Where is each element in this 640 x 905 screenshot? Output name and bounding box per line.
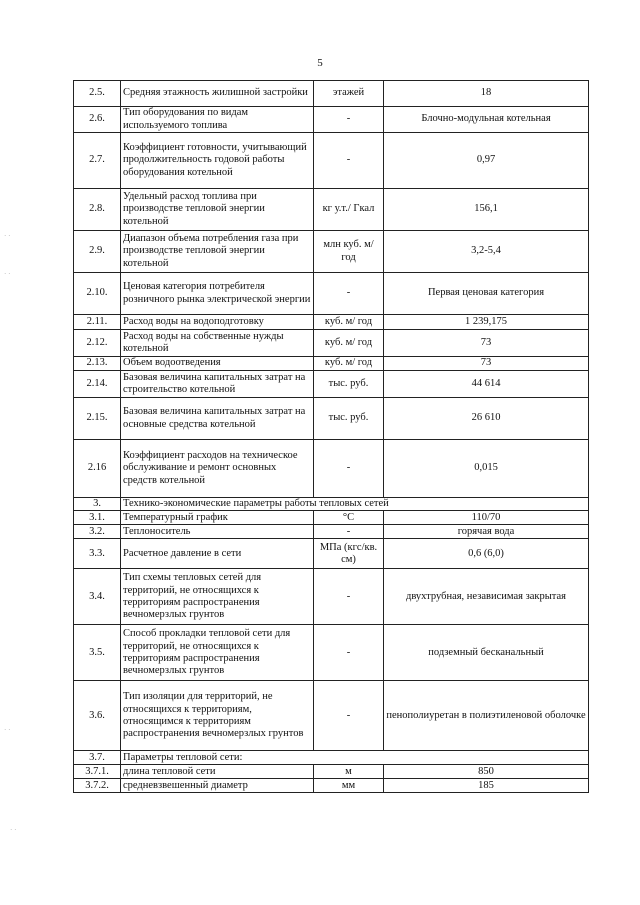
table-row (74, 440, 589, 498)
table-row (74, 231, 589, 273)
parameter-value: двухтрубная, независимая закрытая (384, 569, 589, 625)
table-row (74, 569, 589, 625)
parameter-value: 185 (384, 779, 589, 793)
table-row (74, 371, 589, 398)
parameter-name: Способ прокладки тепловой сети для территорий, не относящихся к территориям распространения вечномерзлых грунтов (121, 625, 314, 681)
row-number: 2.15. (74, 398, 121, 440)
unit-of-measure: млн куб. м/ год (314, 231, 384, 273)
parameter-name: Тип оборудования по видам используемого топлива (121, 107, 314, 133)
table-row (74, 681, 589, 751)
parameter-name: Тип схемы тепловых сетей для территорий, не относящихся к территориям распространения вечномерзлых грунтов (121, 569, 314, 625)
parameter-value: 156,1 (384, 189, 589, 231)
unit-of-measure: куб. м/ год (314, 330, 384, 357)
section-title: Технико-экономические параметры работы тепловых сетей (121, 498, 589, 511)
row-number: 3.5. (74, 625, 121, 681)
table-row (74, 189, 589, 231)
parameter-name: Средняя этажность жилишной застройки (121, 81, 314, 107)
table-row (74, 498, 589, 511)
row-number: 2.7. (74, 133, 121, 189)
section-title: Параметры тепловой сети: (121, 751, 589, 765)
scan-speck: · · (4, 232, 11, 240)
row-number: 3.7.1. (74, 765, 121, 779)
table-row (74, 539, 589, 569)
parameter-name: Расход воды на водоподготовку (121, 315, 314, 330)
parameter-name: Коэффициент готовности, учитывающий продолжительность годовой работы оборудования котельной (121, 133, 314, 189)
table-row (74, 315, 589, 330)
parameter-name: Расход воды на собственные нужды котельной (121, 330, 314, 357)
row-number: 2.16 (74, 440, 121, 498)
parameter-value: горячая вода (384, 525, 589, 539)
parameter-value: Первая ценовая категория (384, 273, 589, 315)
table-row (74, 398, 589, 440)
parameters-table (73, 80, 589, 793)
table-row (74, 625, 589, 681)
row-number: 2.14. (74, 371, 121, 398)
parameter-value: пенополиуретан в полиэтиленовой оболочке (384, 681, 589, 751)
row-number: 3.4. (74, 569, 121, 625)
unit-of-measure: - (314, 525, 384, 539)
row-number: 2.6. (74, 107, 121, 133)
unit-of-measure: кг у.т./ Гкал (314, 189, 384, 231)
table-row (74, 330, 589, 357)
row-number: 3.6. (74, 681, 121, 751)
row-number: 2.11. (74, 315, 121, 330)
unit-of-measure: тыс. руб. (314, 371, 384, 398)
table-row (74, 357, 589, 371)
table-row (74, 107, 589, 133)
parameter-name: длина тепловой сети (121, 765, 314, 779)
row-number: 3. (74, 498, 121, 511)
row-number: 2.12. (74, 330, 121, 357)
parameter-value: 26 610 (384, 398, 589, 440)
row-number: 3.1. (74, 511, 121, 525)
table-row (74, 779, 589, 793)
row-number: 2.13. (74, 357, 121, 371)
table-row (74, 765, 589, 779)
parameter-value: 1 239,175 (384, 315, 589, 330)
table-row (74, 273, 589, 315)
parameter-value: 18 (384, 81, 589, 107)
row-number: 3.7. (74, 751, 121, 765)
parameter-name: Тип изоляции для территорий, не относящихся к территориям, относящимся к территориям распространения вечномерзлых грунтов (121, 681, 314, 751)
unit-of-measure: куб. м/ год (314, 357, 384, 371)
parameter-value: 3,2-5,4 (384, 231, 589, 273)
scan-speck: · · (10, 826, 17, 834)
parameter-name: Коэффициент расходов на техническое обслуживание и ремонт основных средств котельной (121, 440, 314, 498)
unit-of-measure: °С (314, 511, 384, 525)
parameter-name: Удельный расход топлива при производстве тепловой энергии котельной (121, 189, 314, 231)
scan-speck: · · (4, 270, 11, 278)
parameter-value: 0,97 (384, 133, 589, 189)
table-row (74, 525, 589, 539)
unit-of-measure: - (314, 681, 384, 751)
parameter-value: 73 (384, 357, 589, 371)
scan-speck: · · (4, 726, 11, 734)
parameter-name: Диапазон объема потребления газа при производстве тепловой энергии котельной (121, 231, 314, 273)
table-row (74, 133, 589, 189)
unit-of-measure: - (314, 133, 384, 189)
row-number: 2.9. (74, 231, 121, 273)
unit-of-measure: - (314, 625, 384, 681)
parameter-value: 110/70 (384, 511, 589, 525)
unit-of-measure: куб. м/ год (314, 315, 384, 330)
row-number: 3.2. (74, 525, 121, 539)
parameter-name: Теплоноситель (121, 525, 314, 539)
parameter-name: Базовая величина капитальных затрат на основные средства котельной (121, 398, 314, 440)
table-row (74, 511, 589, 525)
unit-of-measure: тыс. руб. (314, 398, 384, 440)
unit-of-measure: - (314, 440, 384, 498)
row-number: 2.5. (74, 81, 121, 107)
unit-of-measure: м (314, 765, 384, 779)
parameter-name: Ценовая категория потребителя розничного рынка электрической энергии (121, 273, 314, 315)
row-number: 3.3. (74, 539, 121, 569)
parameter-value: 850 (384, 765, 589, 779)
unit-of-measure: мм (314, 779, 384, 793)
parameter-name: средневзвешенный диаметр (121, 779, 314, 793)
parameter-value: 0,6 (6,0) (384, 539, 589, 569)
row-number: 3.7.2. (74, 779, 121, 793)
table-row (74, 81, 589, 107)
parameter-name: Объем водоотведения (121, 357, 314, 371)
parameter-name: Температурный график (121, 511, 314, 525)
row-number: 2.10. (74, 273, 121, 315)
unit-of-measure: этажей (314, 81, 384, 107)
unit-of-measure: МПа (кгс/кв. см) (314, 539, 384, 569)
table-row (74, 751, 589, 765)
parameter-value: 73 (384, 330, 589, 357)
parameter-value: Блочно-модульная котельная (384, 107, 589, 133)
parameter-name: Расчетное давление в сети (121, 539, 314, 569)
row-number: 2.8. (74, 189, 121, 231)
parameter-value: 0,015 (384, 440, 589, 498)
parameter-name: Базовая величина капитальных затрат на строительство котельной (121, 371, 314, 398)
page-number: 5 (317, 57, 323, 69)
unit-of-measure: - (314, 569, 384, 625)
parameter-value: подземный бесканальный (384, 625, 589, 681)
unit-of-measure: - (314, 107, 384, 133)
unit-of-measure: - (314, 273, 384, 315)
parameter-value: 44 614 (384, 371, 589, 398)
